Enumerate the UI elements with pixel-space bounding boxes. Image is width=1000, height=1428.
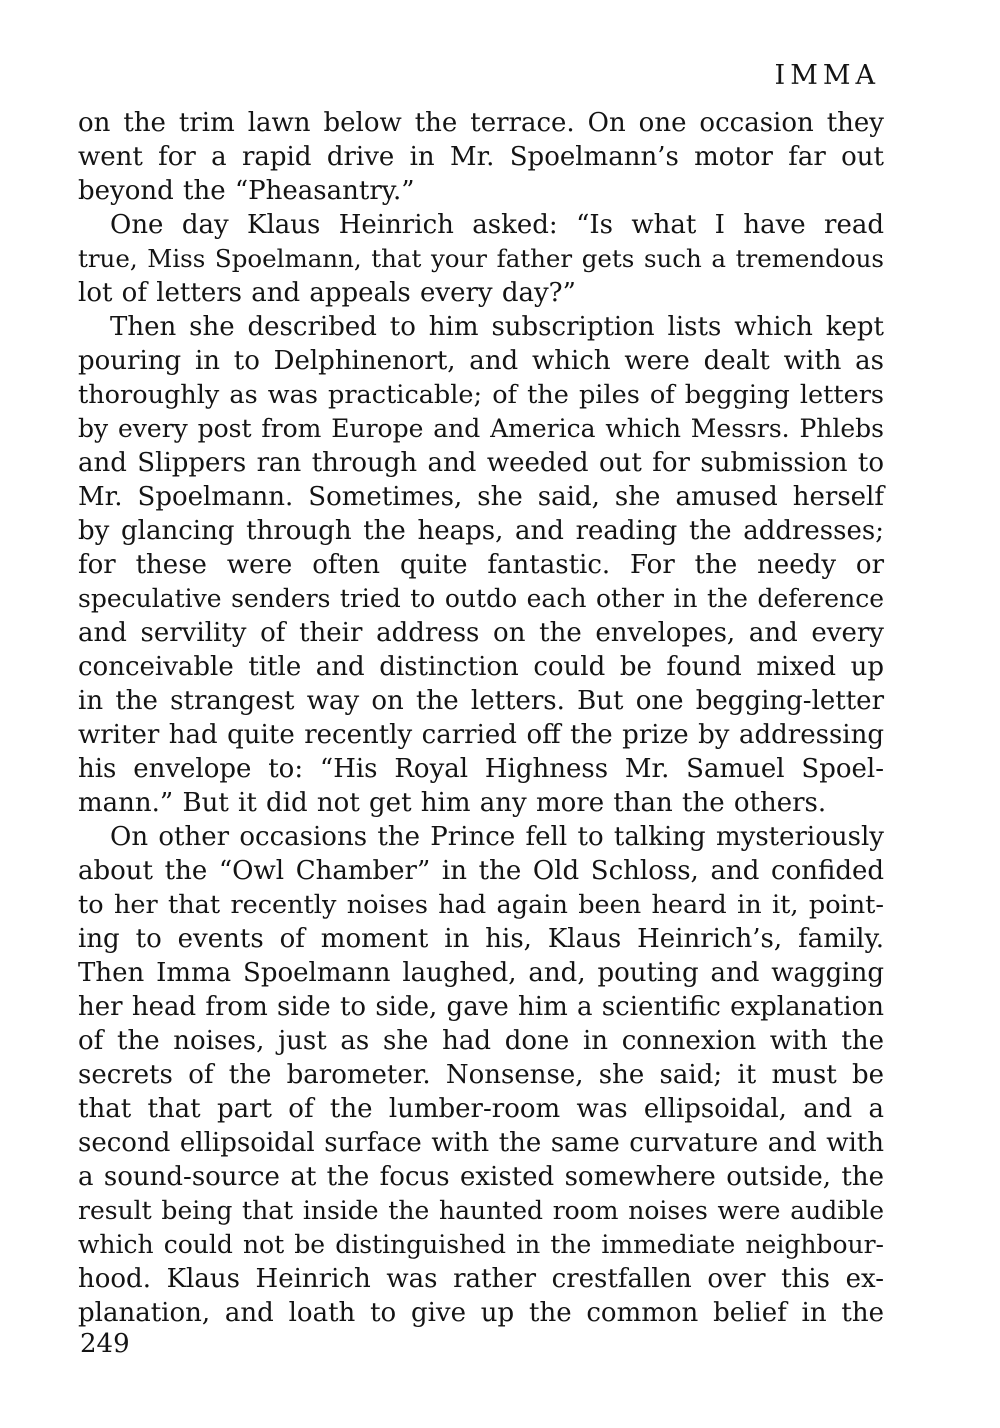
text-line: hood. Klaus Heinrich was rather crestfallen over this ex- [78,1264,884,1294]
text-line: went for a rapid drive in Mr. Spoelmann’s motor far out [78,142,884,172]
text-line: in the strangest way on the letters. But one begging-letter [78,686,884,716]
text-line: that that part of the lumber-room was ellipsoidal, and a [78,1094,884,1124]
text-line: for these were often quite fantastic. For the needy or [78,550,884,580]
text-line: on the trim lawn below the terrace. On one occasion they [78,108,884,138]
text-line: pouring in to Delphinenort, and which were dealt with as [78,346,884,376]
text-line: about the “Owl Chamber” in the Old Schloss, and confided [78,856,884,886]
text-line: beyond the “Pheasantry.” [78,176,415,206]
text-line: Then she described to him subscription lists which kept [110,312,884,342]
text-line: speculative senders tried to outdo each other in the deference [78,584,884,613]
text-line: ing to events of moment in his, Klaus Heinrich’s, family. [78,924,884,954]
text-line: his envelope to: “His Royal Highness Mr. Samuel Spoel- [78,754,884,784]
text-line: thoroughly as was practicable; of the piles of begging letters [78,380,884,410]
text-line: mann.” But it did not get him any more than the others. [78,788,827,818]
text-line: to her that recently noises had again been heard in it, point- [78,890,884,920]
text-line: planation, and loath to give up the common belief in the [78,1298,884,1328]
text-line: a sound-source at the focus existed somewhere outside, the [78,1162,884,1192]
text-line: by glancing through the heaps, and reading the addresses; [78,516,884,546]
page-number: 249 [80,1329,130,1359]
text-line: result being that inside the haunted room noises were audible [78,1196,884,1225]
text-line: her head from side to side, gave him a scientific explanation [78,992,884,1022]
body-text [78,106,884,1330]
text-line: On other occasions the Prince fell to talking mysteriously [110,822,884,852]
text-line: and Slippers ran through and weeded out for submission to [78,448,884,478]
text-line: Then Imma Spoelmann laughed, and, pouting and wagging [78,958,884,988]
text-line: writer had quite recently carried off the prize by addressing [78,720,884,750]
text-line: true, Miss Spoelmann, that your father gets such a tremendous [78,244,884,273]
text-line: and servility of their address on the envelopes, and every [78,618,884,648]
text-line: secrets of the barometer. Nonsense, she said; it must be [78,1060,884,1090]
text-line: conceivable title and distinction could be found mixed up [78,652,884,682]
text-line: Mr. Spoelmann. Sometimes, she said, she amused herself [78,482,884,512]
text-line: One day Klaus Heinrich asked: “Is what I have read [110,210,884,240]
text-line: second ellipsoidal surface with the same curvature and with [78,1128,884,1158]
text-line: by every post from Europe and America which Messrs. Phlebs [78,414,884,443]
running-head: IMMA [774,60,880,91]
text-line: lot of letters and appeals every day?” [78,278,576,308]
text-line: which could not be distinguished in the immediate neighbour- [78,1230,884,1259]
text-line: of the noises, just as she had done in connexion with the [78,1026,884,1056]
